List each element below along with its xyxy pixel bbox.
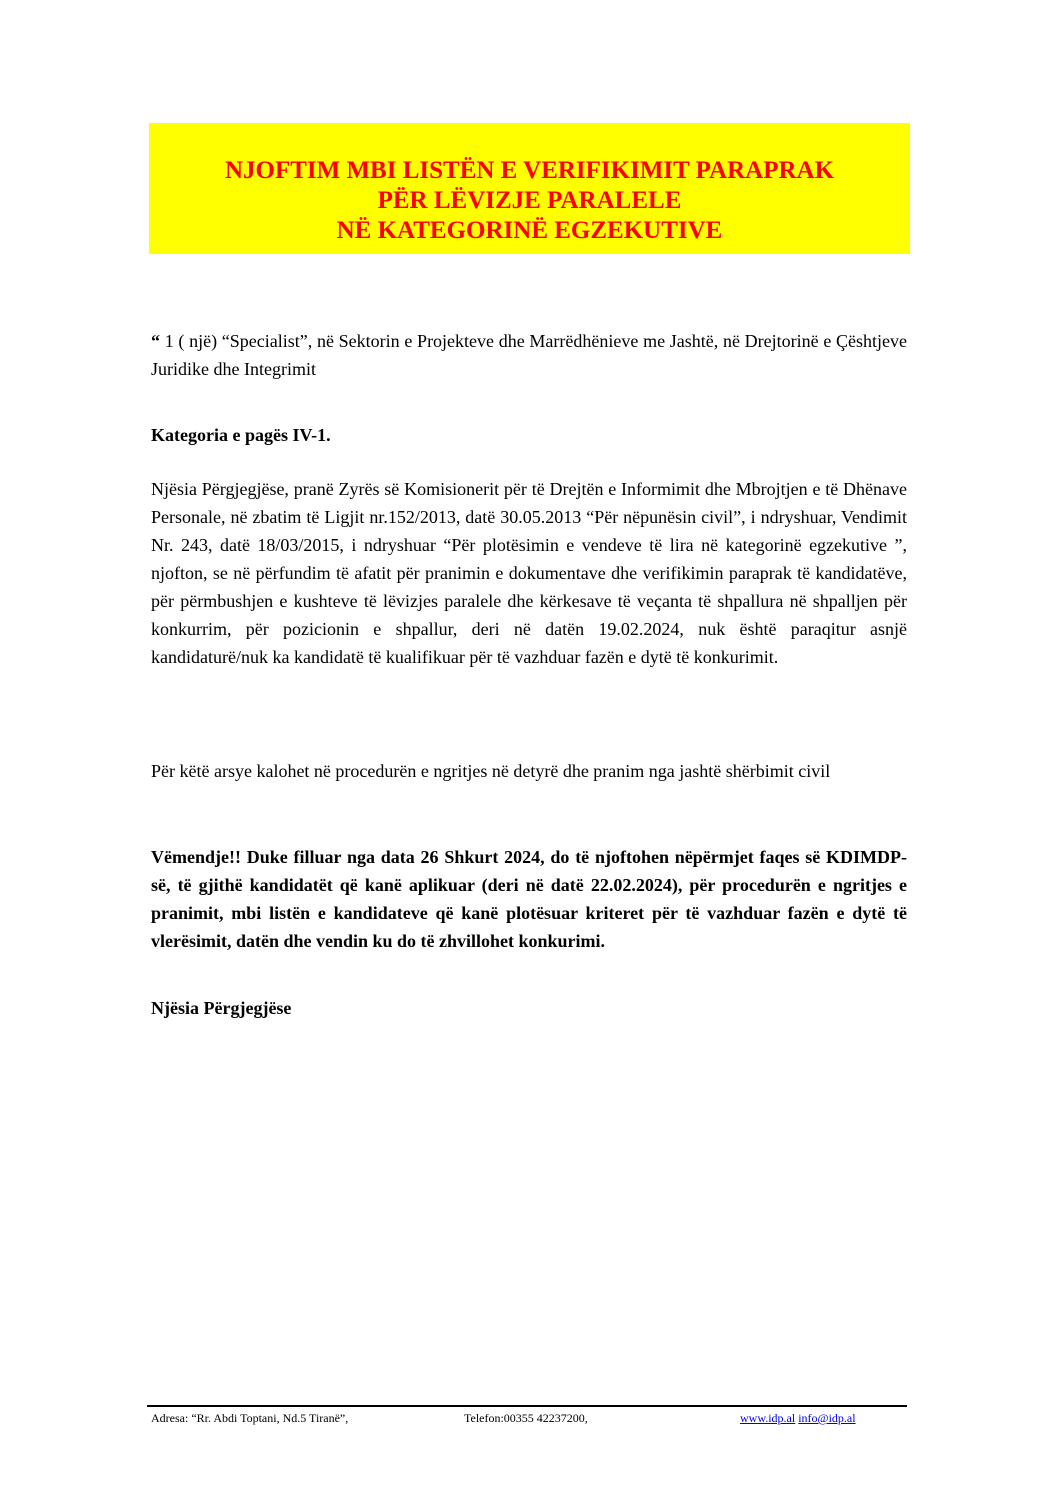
email-link[interactable]: info@idp.al	[798, 1411, 856, 1425]
footer-phone: Telefon:00355 42237200,	[464, 1411, 588, 1425]
body-paragraph: Njësia Përgjegjëse, pranë Zyrës së Komisionerit për të Drejtën e Informimit dhe Mbrojtjen e të Dhënave Personale, në zbatim të Ligjit nr.152/2013, datë 30.05.2013 “Për nëpunësin civil”, i ndryshuar, Vendimit Nr. 243, datë 18/03/2015, i ndryshuar “Për plotësimin e vendeve të lira në kategorinë egzekutive ”, njofton, se në përfundim të afatit për pranimin e dokumentave dhe verifikimin paraprak të kandidatëve, për përmbushjen e kushteve të lëvizjes paralele dhe kërkesave të veçanta të shpallura në shpalljen për konkurrim, për pozicionin e shpallur, deri në datën 19.02.2024, nuk është paraqitur asnjë kandidaturë/nuk ka kandidatë të kualifikuar për të vazhduar fazën e dytë të konkurimit.	[151, 479, 907, 667]
salary-category: Kategoria e pagës IV-1.	[151, 425, 331, 445]
website-link[interactable]: www.idp.al	[740, 1411, 796, 1425]
opening-quote: “	[151, 331, 160, 351]
footer-divider	[147, 1405, 907, 1407]
position-subject	[151, 327, 907, 383]
position-subject-text: 1 ( një) “Specialist”, në Sektorin e Projekteve dhe Marrëdhënieve me Jashtë, në Drejtorinë e Çështjeve Juridike dhe Integrimit	[151, 331, 907, 379]
footer-address: Adresa: “Rr. Abdi Toptani, Nd.5 Tiranë”,	[151, 1411, 349, 1425]
title-line-2: PËR LËVIZJE PARALELE	[377, 187, 682, 214]
title-line-1: NJOFTIM MBI LISTËN E VERIFIKIMIT PARAPRAK	[224, 157, 835, 184]
attention-notice: Vëmendje!! Duke filluar nga data 26 Shkurt 2024, do të njoftohen nëpërmjet faqes së KDIMDP-së, të gjithë kandidatët që kanë aplikuar (deri në datë 22.02.2024), për procedurën e ngritjes e pranimit, mbi listën e kandidateve që kanë plotësuar kriteret për të vazhduar fazën e dytë të vlerësimit, datën dhe vendin ku do të zhvillohet konkurimi.	[151, 847, 907, 951]
footer-links	[740, 1410, 856, 1426]
title-line-3: NË KATEGORINË EGZEKUTIVE	[336, 217, 723, 244]
reason-paragraph: Për këtë arsye kalohet në procedurën e ngritjes në detyrë dhe pranim nga jashtë shërbimit civil	[151, 761, 831, 781]
notice-title-banner	[149, 123, 910, 254]
signature: Njësia Përgjegjëse	[151, 998, 292, 1018]
